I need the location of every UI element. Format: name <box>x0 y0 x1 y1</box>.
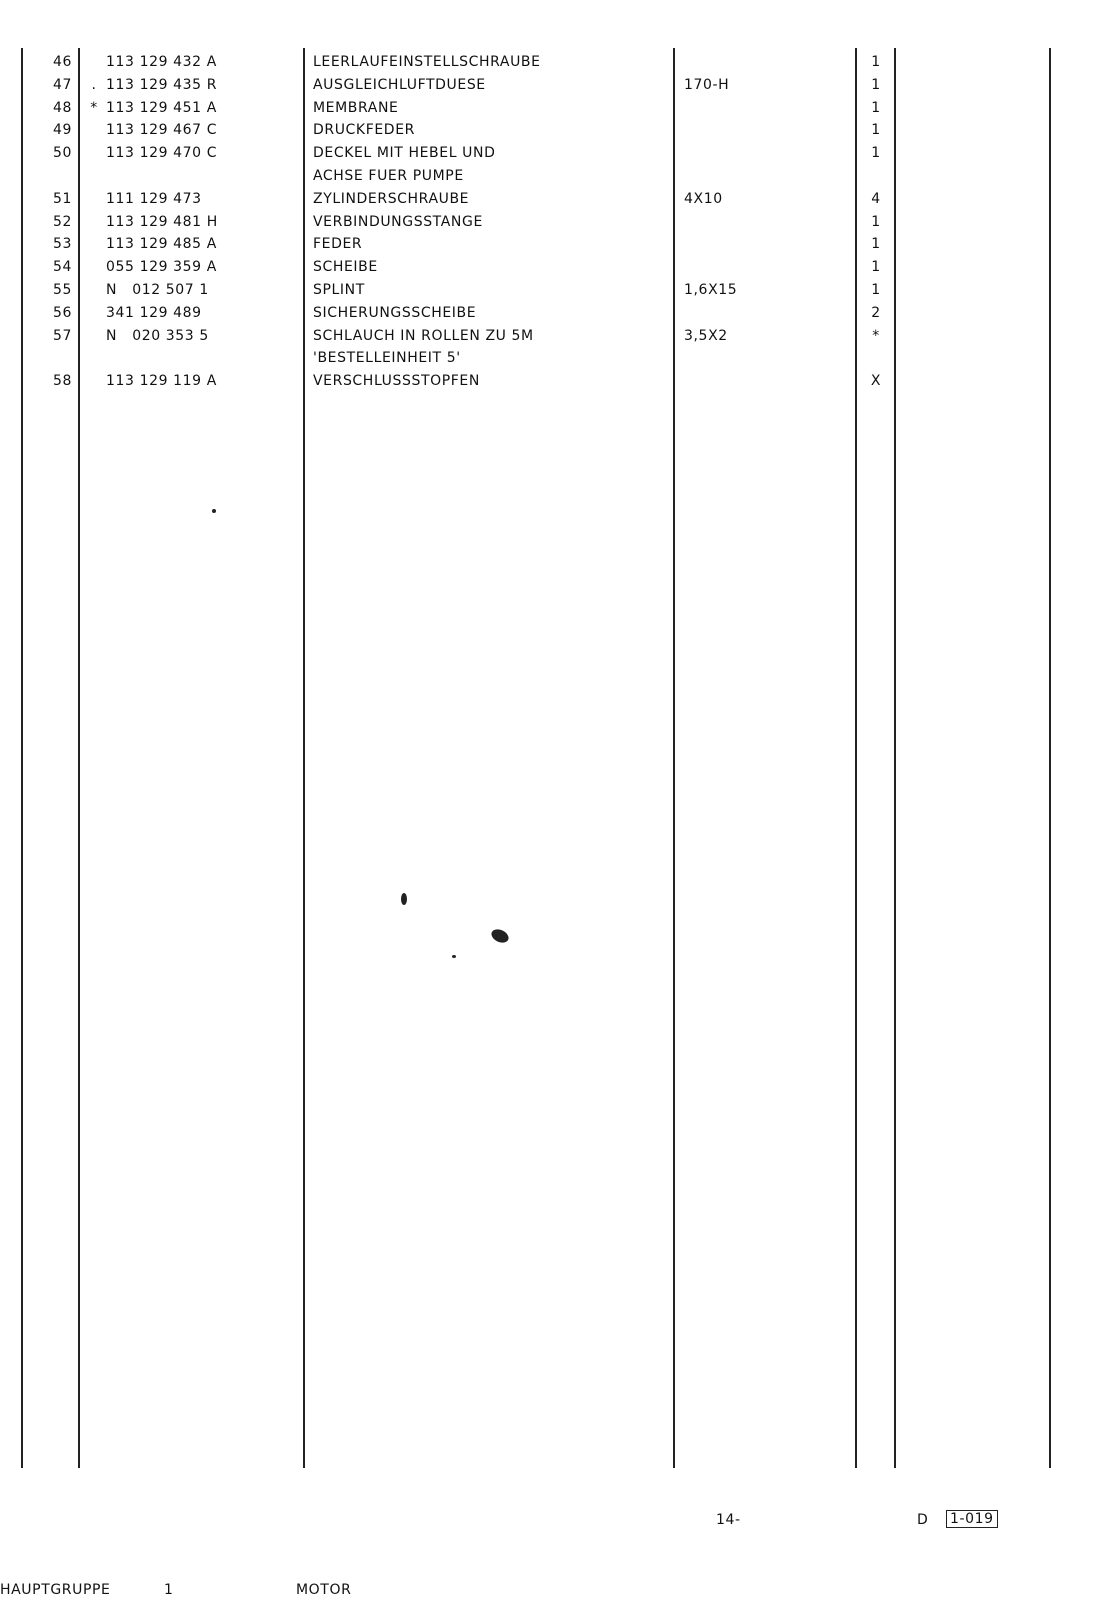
table-row <box>0 350 1102 372</box>
part-description: FEDER <box>313 236 363 253</box>
part-number: 341 129 489 <box>106 304 202 321</box>
position-number: 50 <box>52 145 72 162</box>
position-number: 46 <box>52 54 72 70</box>
part-number: 113 129 451 A <box>106 99 217 116</box>
quantity: 1 <box>871 99 881 116</box>
part-number: 113 129 432 A <box>106 54 217 70</box>
position-number: 58 <box>52 373 72 390</box>
quantity: 1 <box>871 213 881 230</box>
part-number: 113 129 481 H <box>106 213 218 230</box>
part-number: 113 129 435 R <box>106 76 218 93</box>
table-row <box>0 328 1102 350</box>
table-row <box>0 191 1102 213</box>
table-row <box>0 145 1102 167</box>
main-group-label: HAUPTGRUPPE <box>0 1582 111 1598</box>
part-number: N 020 353 5 <box>106 327 209 344</box>
part-spec: 3,5X2 <box>684 327 728 344</box>
part-number: 113 129 467 C <box>106 122 218 139</box>
part-description: DECKEL MIT HEBEL UND <box>313 145 496 162</box>
part-description: AUSGLEICHLUFTDUESE <box>313 76 486 93</box>
part-description: VERSCHLUSSSTOPFEN <box>313 373 480 390</box>
part-number: 113 129 485 A <box>106 236 217 253</box>
position-number: 52 <box>52 213 72 230</box>
part-spec: 170-H <box>684 76 730 93</box>
position-number: 53 <box>52 236 72 253</box>
main-group-name: MOTOR <box>296 1582 352 1598</box>
page-number: 14- <box>716 1512 741 1528</box>
position-number: 54 <box>52 259 72 276</box>
row-marker: . <box>91 76 97 93</box>
quantity: 1 <box>871 282 881 298</box>
part-description: MEMBRANE <box>313 99 399 116</box>
part-spec: 1,6X15 <box>684 282 738 298</box>
quantity: 1 <box>871 145 881 162</box>
part-description: SCHEIBE <box>313 259 378 276</box>
position-number: 47 <box>52 76 72 93</box>
part-description: ZYLINDERSCHRAUBE <box>313 190 470 207</box>
quantity: 1 <box>871 259 881 276</box>
table-row <box>0 54 1102 76</box>
part-description: 'BESTELLEINHEIT 5' <box>313 350 461 367</box>
table-row <box>0 122 1102 144</box>
table-row <box>0 77 1102 99</box>
quantity: 1 <box>871 236 881 253</box>
table-row <box>0 305 1102 327</box>
scan-speck <box>452 955 456 958</box>
part-description: LEERLAUFEINSTELLSCHRAUBE <box>313 54 541 70</box>
quantity: * <box>872 327 880 344</box>
position-number: 57 <box>52 327 72 344</box>
table-row <box>0 373 1102 395</box>
quantity: 2 <box>871 304 881 321</box>
position-number: 55 <box>52 282 72 298</box>
table-row <box>0 282 1102 304</box>
quantity: 1 <box>871 54 881 70</box>
page-code: 1-019 <box>946 1510 998 1528</box>
main-group-number: 1 <box>164 1582 174 1598</box>
part-number: 111 129 473 <box>106 190 202 207</box>
position-number: 49 <box>52 122 72 139</box>
part-number: 113 129 470 C <box>106 145 218 162</box>
part-description: SICHERUNGSSCHEIBE <box>313 304 477 321</box>
part-description: VERBINDUNGSSTANGE <box>313 213 483 230</box>
page-code-prefix: D <box>917 1512 929 1528</box>
table-row <box>0 259 1102 281</box>
part-spec: 4X10 <box>684 190 723 207</box>
position-number: 56 <box>52 304 72 321</box>
part-number: 055 129 359 A <box>106 259 217 276</box>
scan-speck <box>401 893 407 905</box>
table-row <box>0 168 1102 190</box>
scan-speck <box>212 509 216 513</box>
part-description: SCHLAUCH IN ROLLEN ZU 5M <box>313 327 534 344</box>
part-number: 113 129 119 A <box>106 373 217 390</box>
part-description: DRUCKFEDER <box>313 122 415 139</box>
quantity: 1 <box>871 122 881 139</box>
part-description: ACHSE FUER PUMPE <box>313 168 464 184</box>
part-description: SPLINT <box>313 282 365 298</box>
scan-speck <box>489 927 510 945</box>
table-row <box>0 236 1102 258</box>
row-marker: * <box>90 99 98 116</box>
quantity: X <box>870 373 882 390</box>
quantity: 1 <box>871 76 881 93</box>
part-number: N 012 507 1 <box>106 282 209 298</box>
position-number: 48 <box>52 99 72 116</box>
table-row <box>0 100 1102 122</box>
position-number: 51 <box>52 190 72 207</box>
quantity: 4 <box>871 190 881 207</box>
table-row <box>0 214 1102 236</box>
